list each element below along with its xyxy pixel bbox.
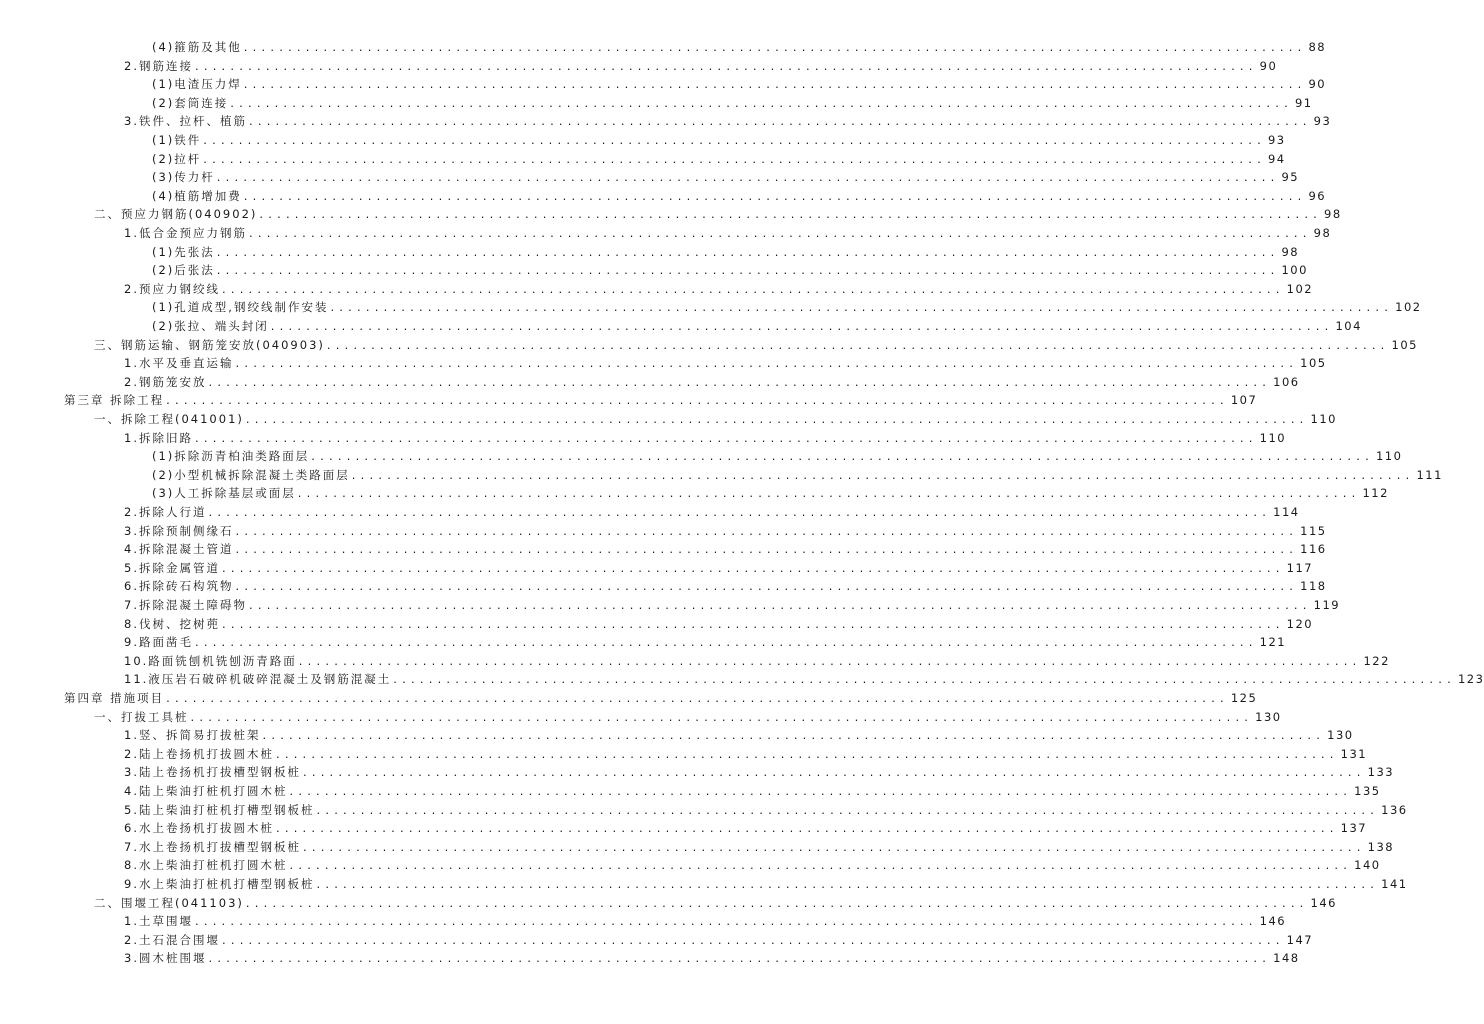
toc-entry[interactable]	[152, 296, 1422, 315]
toc-entry-title: 二、围堰工程(041103)	[94, 895, 244, 910]
toc-entry[interactable]	[124, 724, 1354, 743]
toc-entry-page-number: 110	[1259, 430, 1287, 445]
toc-entry-title: 5.拆除金属管道	[124, 560, 220, 575]
toc-entry-page-number: 110	[1375, 449, 1403, 464]
toc-entry-page-number: 110	[1310, 412, 1337, 426]
toc-entry-title: 5.陆上柴油打桩机打槽型钢板桩	[124, 802, 315, 817]
dot-leader: ........................................................................................................................	[221, 281, 1285, 296]
dot-leader: ........................................................................................................................	[245, 412, 1309, 426]
dot-leader: ........................................................................................................................	[235, 356, 1299, 371]
toc-entry[interactable]	[152, 464, 1443, 482]
toc-entry[interactable]	[152, 315, 1362, 333]
toc-entry-title: 2.拆除人行道	[124, 505, 207, 519]
toc-entry-page-number: 90	[1308, 77, 1327, 92]
toc-entry[interactable]	[124, 278, 1314, 296]
toc-entry-title: (2)套筒连接	[152, 95, 229, 110]
toc-entry[interactable]	[124, 799, 1408, 817]
toc-entry-title: 6.拆除砖石构筑物	[124, 579, 234, 594]
dot-leader: ........................................................................................................................	[259, 207, 1323, 222]
dot-leader: ........................................................................................................................	[351, 467, 1415, 482]
toc-entry[interactable]	[152, 92, 1313, 110]
toc-entry-title: 1.土草围堰	[124, 914, 193, 929]
dot-leader: ........................................................................................................................	[275, 821, 1339, 836]
toc-entry-page-number: 147	[1286, 932, 1314, 947]
toc-entry[interactable]	[124, 947, 1300, 966]
toc-entry-page-number: 90	[1259, 58, 1278, 73]
toc-entry-page-number: 100	[1281, 263, 1308, 278]
toc-entry-page-number: 94	[1267, 151, 1286, 166]
toc-entry-title: 3.圆木桩围堰	[124, 951, 207, 966]
dot-leader: ........................................................................................................................	[248, 226, 1312, 240]
toc-entry[interactable]	[124, 594, 1341, 612]
toc-entry-page-number: 88	[1308, 40, 1327, 54]
toc-entry-page-number: 112	[1362, 486, 1389, 501]
toc-entry-page-number: 104	[1335, 319, 1362, 333]
toc-entry-title: 1.水平及垂直运输	[124, 356, 234, 371]
dot-leader: ........................................................................................................................	[289, 858, 1353, 873]
toc-entry-title: 11.液压岩石破碎机破碎混凝土及钢筋混凝土	[124, 672, 392, 687]
toc-entry-page-number: 138	[1367, 839, 1395, 854]
dot-leader: ........................................................................................................................	[216, 244, 1280, 259]
toc-entry[interactable]	[152, 482, 1389, 501]
dot-leader: ........................................................................................................................	[235, 542, 1299, 557]
toc-entry-title: 9.水上柴油打桩机打槽型钢板桩	[124, 877, 315, 891]
toc-entry[interactable]	[124, 55, 1278, 73]
toc-entry[interactable]	[124, 110, 1332, 129]
toc-entry-page-number: 130	[1255, 709, 1282, 724]
toc-entry[interactable]	[124, 761, 1395, 780]
dot-leader: ........................................................................................................................	[221, 932, 1285, 947]
toc-entry-page-number: 119	[1313, 598, 1341, 612]
dot-leader: ........................................................................................................................	[194, 914, 1258, 929]
toc-entry-page-number: 93	[1267, 133, 1286, 147]
toc-entry-title: (3)传力杆	[152, 170, 215, 185]
toc-entry-title: (1)先张法	[152, 244, 215, 259]
dot-leader: ........................................................................................................................	[216, 263, 1280, 278]
toc-entry-page-number: 125	[1230, 691, 1258, 705]
toc-entry-page-number: 105	[1300, 356, 1327, 371]
toc-entry-page-number: 95	[1281, 170, 1300, 185]
toc-entry-page-number: 130	[1327, 728, 1354, 743]
toc-entry-title: 第四章 措施项目	[64, 691, 165, 705]
dot-leader: ........................................................................................................................	[208, 374, 1272, 389]
toc-entry-page-number: 102	[1395, 300, 1422, 315]
toc-entry[interactable]	[152, 36, 1327, 54]
toc-entry-page-number: 91	[1294, 95, 1313, 110]
dot-leader: ........................................................................................................................	[302, 765, 1366, 780]
toc-entry-title: 2.陆上卷扬机打拔圆木桩	[124, 746, 274, 761]
toc-entry-title: 3.陆上卷扬机打拔槽型钢板桩	[124, 765, 301, 780]
toc-entry-page-number: 141	[1381, 877, 1408, 891]
toc-entry-title: 6.水上卷扬机打拔圆木桩	[124, 821, 274, 836]
toc-entry-page-number: 131	[1340, 746, 1368, 761]
toc-entry-page-number: 123	[1457, 672, 1484, 687]
toc-entry[interactable]	[124, 427, 1287, 445]
toc-entry[interactable]	[124, 613, 1314, 631]
toc-entry[interactable]	[124, 538, 1327, 557]
toc-entry-page-number: 148	[1273, 951, 1300, 966]
toc-entry[interactable]	[124, 631, 1287, 650]
toc-entry[interactable]	[152, 445, 1403, 464]
toc-entry[interactable]	[94, 334, 1418, 352]
dot-leader: ........................................................................................................................	[298, 653, 1362, 668]
dot-leader: ........................................................................................................................	[243, 77, 1307, 92]
toc-entry-page-number: 120	[1286, 616, 1314, 631]
toc-entry[interactable]	[152, 73, 1327, 92]
dot-leader: ........................................................................................................................	[194, 58, 1258, 73]
toc-entry-page-number: 116	[1300, 542, 1327, 557]
toc-entry-page-number: 118	[1300, 579, 1327, 594]
toc-entry-title: (1)铁件	[152, 133, 202, 147]
toc-entry[interactable]	[124, 352, 1327, 371]
toc-entry-page-number: 146	[1310, 895, 1337, 910]
toc-entry[interactable]	[124, 743, 1368, 761]
dot-leader: ........................................................................................................................	[316, 877, 1380, 891]
toc-entry-title: 二、预应力钢筋(040902)	[94, 207, 258, 222]
toc-entry-title: 2.钢筋笼安放	[124, 374, 207, 389]
dot-leader: ........................................................................................................................	[208, 951, 1272, 966]
toc-entry[interactable]	[124, 873, 1408, 891]
dot-leader: ........................................................................................................................	[330, 300, 1394, 315]
toc-entry[interactable]	[124, 575, 1327, 594]
toc-entry-title: (3)人工拆除基层或面层	[152, 486, 296, 501]
toc-entry-title: (1)拆除沥青柏油类路面层	[152, 449, 310, 464]
dot-leader: ........................................................................................................................	[311, 449, 1374, 464]
toc-entry-title: 2.预应力钢绞线	[124, 281, 220, 296]
dot-leader: ........................................................................................................................	[230, 95, 1293, 110]
dot-leader: ........................................................................................................................	[194, 635, 1258, 650]
toc-entry[interactable]	[124, 371, 1300, 389]
toc-entry-title: 1.竖、拆简易打拔桩架	[124, 728, 261, 743]
toc-entry-page-number: 111	[1416, 467, 1443, 482]
dot-leader: ........................................................................................................................	[270, 319, 1334, 333]
toc-entry-title: 4.拆除混凝土管道	[124, 542, 234, 557]
toc-entry[interactable]	[94, 203, 1342, 222]
toc-entry-title: (1)电渣压力焊	[152, 77, 242, 92]
toc-entry-title: 3.铁件、拉杆、植筋	[124, 114, 247, 129]
toc-entry-title: 第三章 拆除工程	[64, 393, 165, 408]
toc-entry-title: 一、打拔工具桩	[94, 709, 189, 724]
dot-leader: ........................................................................................................................	[166, 393, 1229, 408]
dot-leader: ........................................................................................................................	[235, 523, 1299, 538]
toc-entry[interactable]	[124, 817, 1368, 836]
dot-leader: ........................................................................................................................	[297, 486, 1361, 501]
toc-entry-title: 1.低合金预应力钢筋	[124, 226, 247, 240]
toc-entry[interactable]	[64, 389, 1258, 408]
dot-leader: ........................................................................................................................	[216, 170, 1280, 185]
toc-entry[interactable]	[152, 166, 1300, 185]
toc-entry[interactable]	[124, 668, 1484, 687]
dot-leader: ........................................................................................................................	[248, 114, 1312, 129]
dot-leader: ........................................................................................................................	[289, 784, 1353, 798]
toc-entry-title: (2)拉杆	[152, 151, 202, 166]
toc-entry-title: 1.拆除旧路	[124, 430, 193, 445]
toc-entry[interactable]	[124, 836, 1395, 854]
toc-entry-title: (1)孔道成型,钢绞线制作安装	[152, 300, 329, 315]
toc-entry[interactable]	[152, 241, 1300, 259]
toc-entry[interactable]	[64, 687, 1258, 705]
toc-entry-page-number: 136	[1381, 802, 1408, 817]
dot-leader: ........................................................................................................................	[393, 672, 1456, 687]
toc-entry-title: 7.拆除混凝土障碍物	[124, 598, 247, 612]
dot-leader: ........................................................................................................................	[243, 40, 1307, 54]
toc-entry[interactable]	[124, 557, 1314, 575]
toc-entry[interactable]	[152, 185, 1327, 203]
dot-leader: ........................................................................................................................	[221, 616, 1285, 631]
toc-entry-page-number: 105	[1391, 337, 1418, 352]
toc-entry-title: 9.路面凿毛	[124, 635, 193, 650]
toc-entry[interactable]	[152, 259, 1308, 278]
toc-entry-page-number: 102	[1286, 281, 1314, 296]
toc-entry-title: 4.陆上柴油打桩机打圆木桩	[124, 784, 288, 798]
toc-entry[interactable]	[94, 408, 1337, 426]
toc-entry[interactable]	[152, 129, 1286, 147]
toc-entry-title: (2)后张法	[152, 263, 215, 278]
toc-entry[interactable]	[124, 929, 1314, 947]
toc-entry-page-number: 114	[1273, 505, 1300, 519]
toc-entry[interactable]	[124, 780, 1381, 798]
toc-entry-page-number: 135	[1354, 784, 1381, 798]
dot-leader: ........................................................................................................................	[316, 802, 1380, 817]
dot-leader: ........................................................................................................................	[326, 337, 1390, 352]
dot-leader: ........................................................................................................................	[221, 560, 1285, 575]
toc-entry-page-number: 93	[1313, 114, 1332, 129]
dot-leader: ........................................................................................................................	[203, 133, 1266, 147]
toc-entry-title: 10.路面铣刨机铣刨沥青路面	[124, 653, 297, 668]
toc-entry-title: 2.土石混合围堰	[124, 932, 220, 947]
toc-entry[interactable]	[124, 222, 1332, 240]
toc-entry[interactable]	[124, 854, 1381, 873]
toc-entry-page-number: 106	[1273, 374, 1300, 389]
toc-entry-title: (4)箍筋及其他	[152, 40, 242, 54]
toc-entry-title: 7.水上卷扬机打拔槽型钢板桩	[124, 839, 301, 854]
toc-entry[interactable]	[94, 706, 1282, 724]
toc-entry-title: 8.伐树、挖树蔸	[124, 616, 220, 631]
toc-entry-page-number: 98	[1313, 226, 1332, 240]
toc-entry-page-number: 117	[1286, 560, 1314, 575]
dot-leader: ........................................................................................................................	[262, 728, 1326, 743]
toc-entry-title: (2)小型机械拆除混凝土类路面层	[152, 467, 350, 482]
toc-entry-page-number: 121	[1259, 635, 1287, 650]
toc-entry-title: (2)张拉、端头封闭	[152, 319, 269, 333]
toc-entry[interactable]	[94, 892, 1337, 910]
toc-entry-page-number: 137	[1340, 821, 1368, 836]
toc-entry[interactable]	[124, 910, 1287, 929]
dot-leader: ........................................................................................................................	[245, 895, 1309, 910]
toc-entry-page-number: 98	[1281, 244, 1300, 259]
toc-entry[interactable]	[152, 148, 1286, 166]
toc-entry[interactable]	[124, 650, 1390, 668]
dot-leader: ........................................................................................................................	[248, 598, 1312, 612]
toc-entry-title: 一、拆除工程(041001)	[94, 412, 244, 426]
toc-entry[interactable]	[124, 520, 1327, 538]
toc-entry-page-number: 122	[1363, 653, 1390, 668]
dot-leader: ........................................................................................................................	[235, 579, 1299, 594]
dot-leader: ........................................................................................................................	[302, 839, 1366, 854]
toc-entry-page-number: 107	[1230, 393, 1258, 408]
dot-leader: ........................................................................................................................	[275, 746, 1339, 761]
dot-leader: ........................................................................................................................	[243, 188, 1307, 203]
toc-entry-page-number: 98	[1324, 207, 1342, 222]
toc-entry-page-number: 115	[1300, 523, 1327, 538]
dot-leader: ........................................................................................................................	[208, 505, 1272, 519]
toc-entry-title: 3.拆除预制侧缘石	[124, 523, 234, 538]
dot-leader: ........................................................................................................................	[166, 691, 1229, 705]
toc-entry-title: 8.水上柴油打桩机打圆木桩	[124, 858, 288, 873]
dot-leader: ........................................................................................................................	[203, 151, 1266, 166]
toc-entry-title: 2.钢筋连接	[124, 58, 193, 73]
toc-entry-page-number: 140	[1354, 858, 1381, 873]
toc-entry-page-number: 133	[1367, 765, 1395, 780]
dot-leader: ........................................................................................................................	[190, 709, 1254, 724]
toc-entry-page-number: 146	[1259, 914, 1287, 929]
toc-entry-page-number: 96	[1308, 188, 1327, 203]
dot-leader: ........................................................................................................................	[194, 430, 1258, 445]
toc-entry[interactable]	[124, 501, 1300, 519]
toc-entry-title: (4)植筋增加费	[152, 188, 242, 203]
toc-entry-title: 三、钢筋运输、钢筋笼安放(040903)	[94, 337, 325, 352]
